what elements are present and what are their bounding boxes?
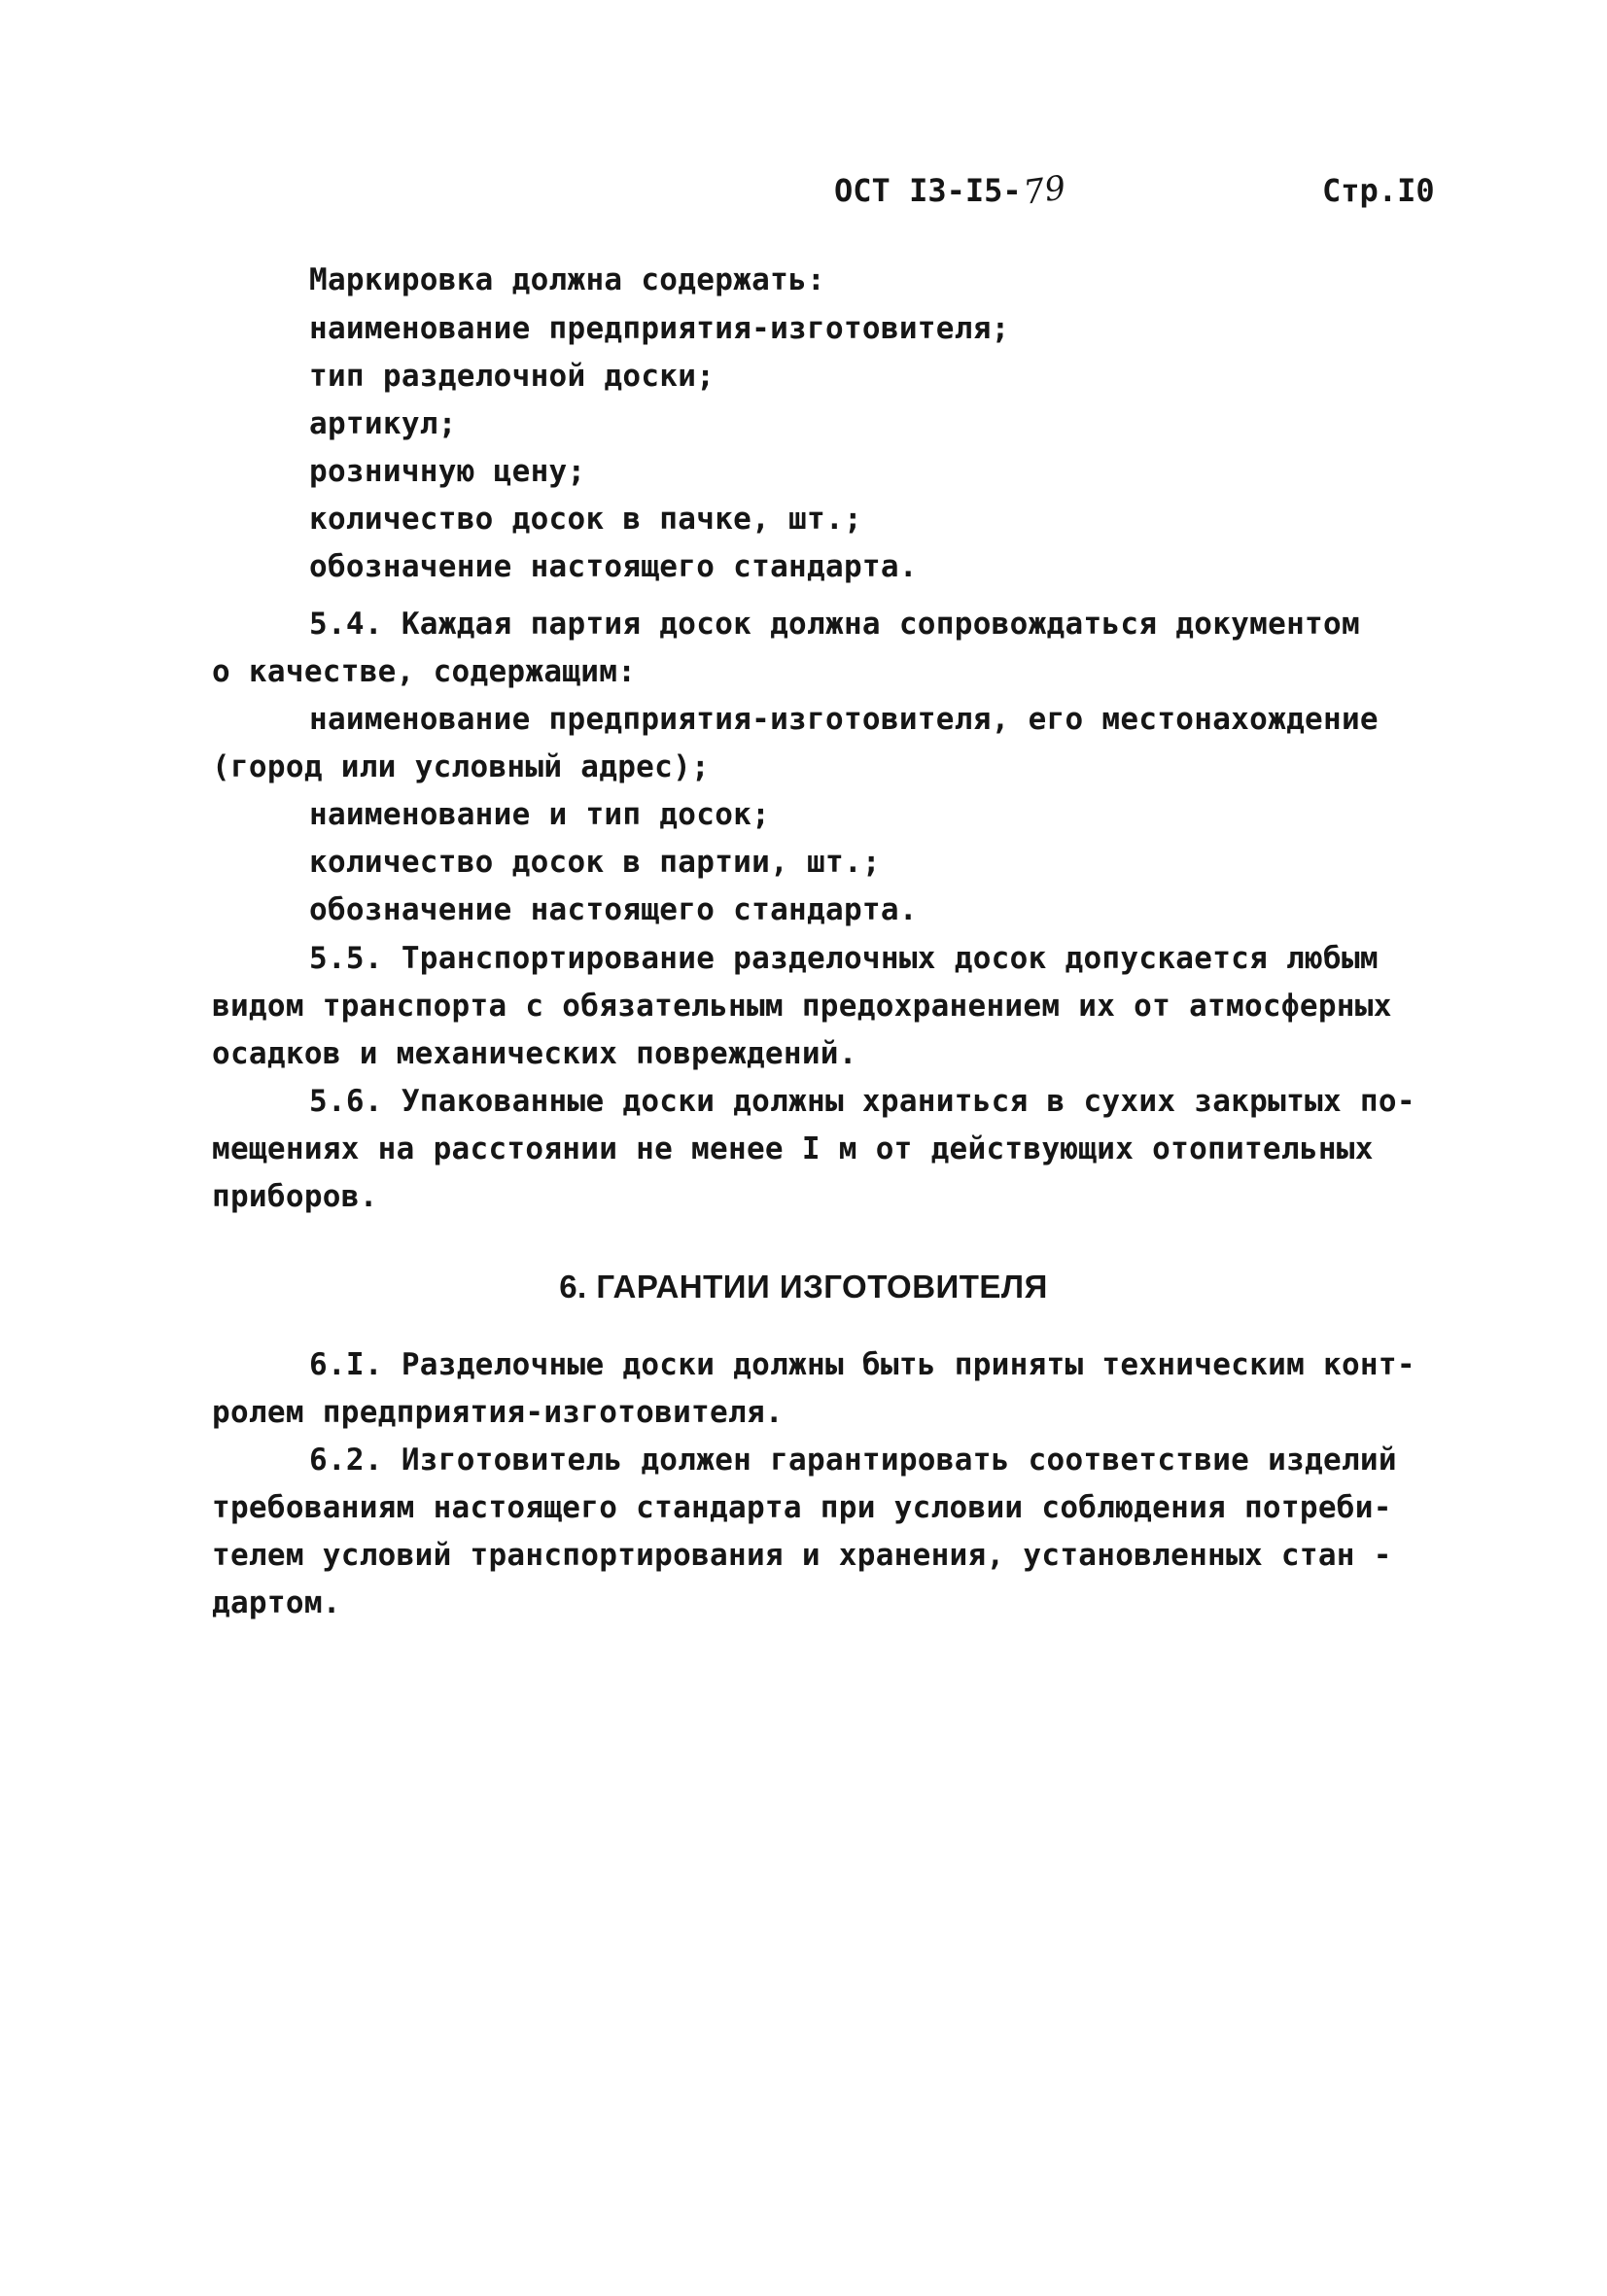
marking-item: артикул; <box>309 406 457 441</box>
clause-5-4-item: обозначение настоящего стандарта. <box>309 892 918 927</box>
clause-6-2-line: требованиям настоящего стандарта при условии соблюдения потреби- <box>212 1490 1392 1525</box>
clause-5-5-line: 5.5. Транспортирование разделочных досок допускается любым <box>309 941 1379 976</box>
section-6-title: 6. ГАРАНТИИ ИЗГОТОВИТЕЛЯ <box>559 1269 1048 1305</box>
marking-intro: Маркировка должна содержать: <box>309 262 825 297</box>
clause-6-2-line: дартом. <box>212 1585 341 1620</box>
marking-item: обозначение настоящего стандарта. <box>309 549 918 584</box>
clause-5-4-line: 5.4. Каждая партия досок должна сопровождаться документом <box>309 607 1360 642</box>
handwritten-year: 79 <box>1021 168 1068 213</box>
clause-5-4-item: наименование и тип досок; <box>309 797 771 832</box>
standard-designation-printed: ОСТ I3-I5- <box>834 172 1022 209</box>
clause-5-4-item: наименование предприятия-изготовителя, его местонахождение <box>309 702 1379 737</box>
page-number: Стр.I0 <box>1322 172 1435 209</box>
marking-item: тип разделочной доски; <box>309 359 716 394</box>
marking-item: наименование предприятия-изготовителя; <box>309 311 1010 346</box>
clause-6-1-line: ролем предприятия-изготовителя. <box>212 1395 784 1430</box>
clause-6-2-line: телем условий транспортирования и хранения, установленных стан - <box>212 1538 1392 1573</box>
clause-5-4-item: (город или условный адрес); <box>212 749 711 784</box>
clause-6-2-line: 6.2. Изготовитель должен гарантировать соответствие изделий <box>309 1443 1397 1478</box>
clause-5-5-line: осадков и механических повреждений. <box>212 1036 857 1071</box>
marking-item: розничную цену; <box>309 454 586 489</box>
marking-item: количество досок в пачке, шт.; <box>309 502 862 537</box>
clause-5-6-line: мещениях на расстоянии не менее I м от действующих отопительных <box>212 1131 1374 1166</box>
standard-designation <box>834 168 1068 213</box>
clause-5-4-item: количество досок в партии, шт.; <box>309 845 881 880</box>
clause-6-1-line: 6.I. Разделочные доски должны быть приняты техническим конт- <box>309 1347 1415 1382</box>
clause-5-4-line: о качестве, содержащим: <box>212 654 637 689</box>
clause-5-6-line: приборов. <box>212 1179 378 1214</box>
clause-5-5-line: видом транспорта с обязательным предохранением их от атмосферных <box>212 989 1392 1024</box>
clause-5-6-line: 5.6. Упакованные доски должны храниться в сухих закрытых по- <box>309 1084 1415 1119</box>
